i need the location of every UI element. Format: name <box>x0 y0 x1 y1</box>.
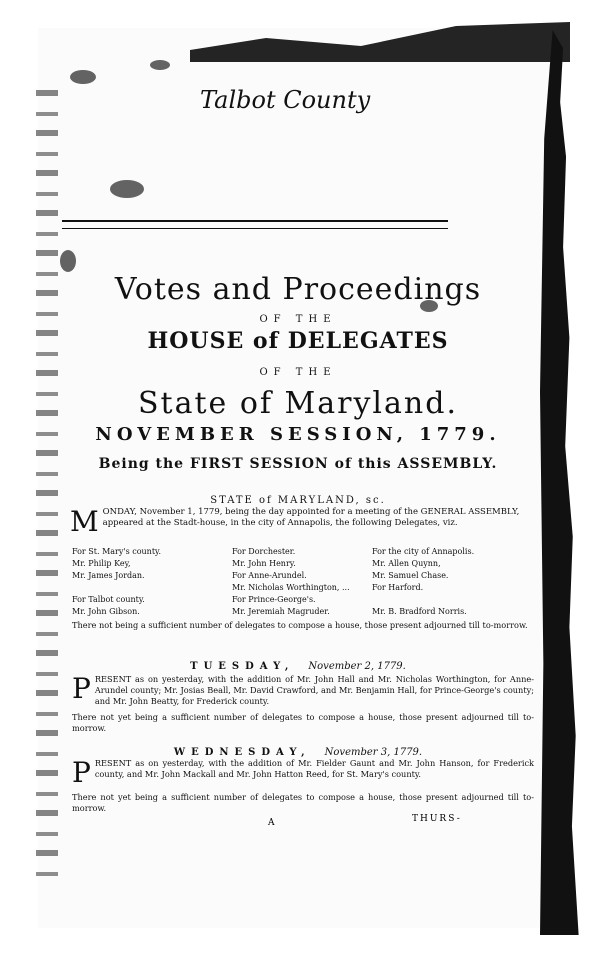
delegate-line: For Prince-George's. <box>232 595 316 604</box>
tuesday-heading <box>56 654 540 673</box>
catchword: THURS- <box>412 814 462 824</box>
handwritten-annotation: Talbot County <box>200 86 371 114</box>
delegate-line: Mr. Philip Key, <box>72 559 131 568</box>
tuesday-paragraph <box>72 674 534 707</box>
state-heading: STATE of MARYLAND, sc. <box>210 495 386 506</box>
wednesday-adjourn: There not yet being a sufficient number of delegates to compose a house, those present adjourned till to-morrow. <box>72 792 534 813</box>
damaged-left-edge <box>36 90 58 890</box>
delegate-line: Mr. Samuel Chase. <box>372 571 449 580</box>
dropcap-p: P <box>72 756 91 789</box>
wednesday-text: RESENT as on yesterday, with the addition of Mr. Fielder Gaunt and Mr. John Hanson, for Frederick county, and Mr. John Mackall and Mr. John Hatton Reed, for St. Mary's county. <box>94 758 534 779</box>
dropcap-m: M <box>70 505 99 538</box>
title-house-of-delegates: HOUSE of DELEGATES <box>147 328 449 354</box>
title-state-of-maryland: State of Maryland. <box>138 386 458 421</box>
delegates-column-2 <box>232 546 382 618</box>
delegate-line: Mr. Allen Quynn, <box>372 559 441 568</box>
delegate-line: Mr. John Henry. <box>232 559 296 568</box>
day-date: November 2, 1779. <box>308 661 406 672</box>
delegate-line: Mr. B. Bradford Norris. <box>372 607 467 616</box>
delegate-line: For St. Mary's county. <box>72 547 162 556</box>
ink-stain <box>70 70 96 84</box>
delegate-line: Mr. Nicholas Worthington, ... <box>232 583 350 592</box>
delegate-line: For Talbot county. <box>72 595 145 604</box>
session-heading: NOVEMBER SESSION, 1779. <box>95 424 501 445</box>
of-the-1: OF THE <box>259 314 337 325</box>
ink-stain <box>150 60 170 70</box>
monday-adjourn: There not being a sufficient number of delegates to compose a house, those present adjourned till to-morrow. <box>72 620 528 630</box>
signature-mark: A <box>268 818 275 828</box>
delegate-line: For Harford. <box>372 583 424 592</box>
tuesday-text: RESENT as on yesterday, with the addition of Mr. John Hall and Mr. Nicholas Worthington, for Anne-Arundel county; Mr. Josias Beall, Mr. David Crawford, and Mr. Benjamin Hall, for Prince-George's county; and Mr. John Beatty, for Frederick county. <box>94 674 534 706</box>
title-rule-top <box>62 220 448 222</box>
delegate-line: Mr. Jeremiah Magruder. <box>232 607 330 616</box>
monday-paragraph <box>70 507 532 536</box>
delegate-line: For the city of Annapolis. <box>372 547 475 556</box>
ink-stain <box>60 250 76 272</box>
title-votes-and-proceedings: Votes and Proceedings <box>114 272 482 307</box>
delegate-line <box>72 582 212 594</box>
ink-stain <box>110 180 144 198</box>
day-date: November 3, 1779. <box>324 747 423 758</box>
monday-text: ONDAY, November 1, 1779, being the day appointed for a meeting of the GENERAL ASSEMBLY, appeared at the Stadt-house, in the city of Annapolis, the following Delegates, viz. <box>102 507 520 528</box>
delegate-line: Mr. John Gibson. <box>72 607 140 616</box>
delegate-line: For Dorchester. <box>232 547 296 556</box>
torn-right-edge <box>540 30 582 935</box>
day-name: TUESDAY, <box>190 661 295 672</box>
tuesday-adjourn: There not yet being a sufficient number of delegates to compose a house, those present adjourned till to-morrow. <box>72 712 534 733</box>
delegate-line <box>372 594 522 606</box>
delegates-column-3 <box>372 546 522 618</box>
dropcap-p: P <box>72 672 91 705</box>
of-the-2: OF THE <box>259 367 337 378</box>
delegate-line: For Anne-Arundel. <box>232 571 307 580</box>
delegate-line: Mr. James Jordan. <box>72 571 145 580</box>
wednesday-paragraph <box>72 758 534 787</box>
delegates-column-1 <box>72 546 212 618</box>
title-rule-bottom <box>62 228 448 229</box>
wednesday-heading <box>56 740 540 759</box>
day-name: WEDNESDAY, <box>173 747 311 758</box>
first-session-line: Being the FIRST SESSION of this ASSEMBLY. <box>98 456 498 472</box>
